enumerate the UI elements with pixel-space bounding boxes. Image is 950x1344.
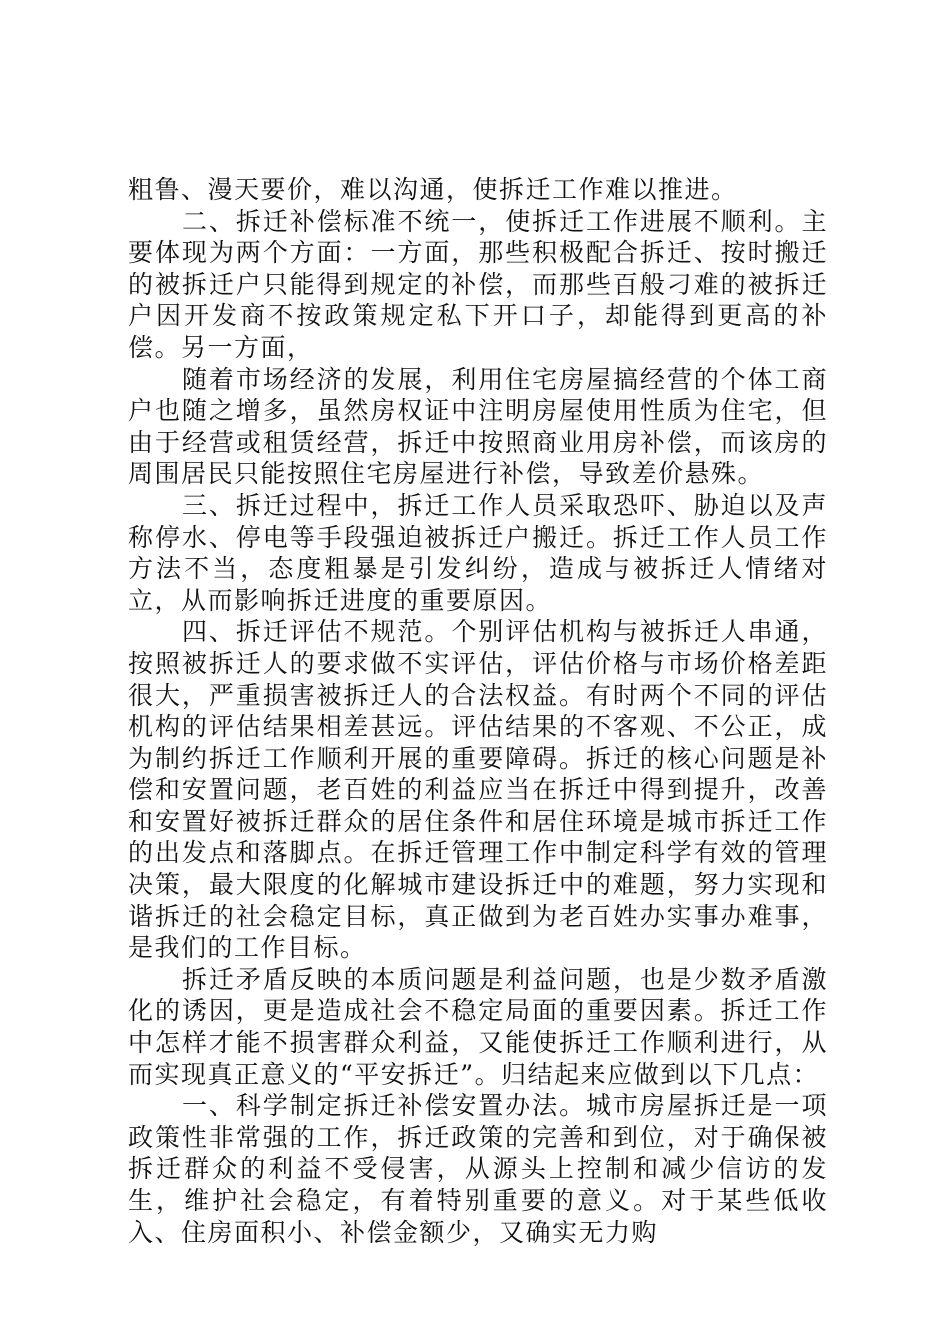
paragraph-interest-issues: 拆迁矛盾反映的本质问题是利益问题，也是少数矛盾激化的诱因，更是造成社会不稳定局面的重要因素。拆迁工作中怎样才能不损害群众利益，又能使拆迁工作顺利进行，从而实现真正意义的“平安拆迁”。归结起来应做到以下几点： [128,964,828,1089]
paragraph-coercion: 三、拆迁过程中，拆迁工作人员采取恐吓、胁迫以及声称停水、停电等手段强迫被拆迁户搬迁。拆迁工作人员工作方法不当，态度粗暴是引发纠纷，造成与被拆迁人情绪对立，从而影响拆迁进度的重要原因。 [128,490,828,615]
paragraph-scientific-measures: 一、科学制定拆迁补偿安置办法。城市房屋拆迁是一项政策性非常强的工作，拆迁政策的完善和到位，对于确保被拆迁群众的利益不受侵害，从源头上控制和减少信访的发生，维护社会稳定，有着特别重要的意义。对于某些低收入、住房面积小、补偿金额少，又确实无力购 [128,1091,828,1247]
paragraph-assessment: 四、拆迁评估不规范。个别评估机构与被拆迁人串通，按照被拆迁人的要求做不实评估，评估价格与市场价格差距很大，严重损害被拆迁人的合法权益。有时两个不同的评估机构的评估结果相差甚远。评估结果的不客观、不公正，成为制约拆迁工作顺利开展的重要障碍。拆迁的核心问题是补偿和安置问题，老百姓的利益应当在拆迁中得到提升，改善和安置好被拆迁群众的居住条件和居住环境是城市拆迁工作的出发点和落脚点。在拆迁管理工作中制定科学有效的管理决策，最大限度的化解城市建设拆迁中的难题，努力实现和谐拆迁的社会稳定目标，真正做到为老百姓办实事办难事，是我们的工作目标。 [128,617,828,963]
paragraph-compensation-standards: 二、拆迁补偿标准不统一，使拆迁工作进展不顺利。主要体现为两个方面：一方面，那些积极配合拆迁、按时搬迁的被拆迁户只能得到规定的补偿，而那些百般刁难的被拆迁户因开发商不按政策规定私下开口子，却能得到更高的补偿。另一方面， [128,206,828,362]
paragraph-continuation: 粗鲁、漫天要价，难以沟通，使拆迁工作难以推进。 [128,175,738,204]
document-body [128,174,828,1248]
paragraph-market-economy: 随着市场经济的发展，利用住宅房屋搞经营的个体工商户也随之增多，虽然房权证中注明房屋使用性质为住宅，但由于经营或租赁经营，拆迁中按照商业用房补偿，而该房的周围居民只能按照住宅房屋进行补偿，导致差价悬殊。 [128,364,828,489]
